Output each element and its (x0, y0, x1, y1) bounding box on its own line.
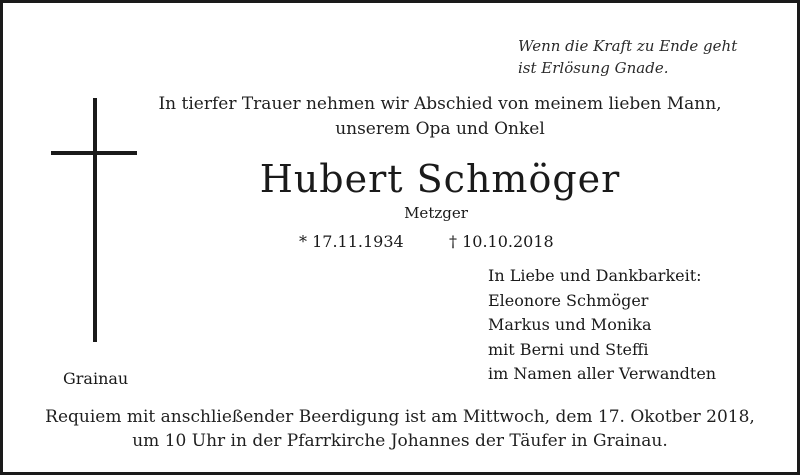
motto-line-2: ist Erlösung Gnade. (518, 59, 669, 77)
motto-line-1: Wenn die Kraft zu Ende geht (518, 37, 738, 55)
intro-line-1: In tierfer Trauer nehmen wir Abschied von meinem lieben Mann, (158, 94, 722, 114)
mourner-name: Markus und Monika (488, 315, 652, 334)
intro-text (100, 92, 780, 142)
service-line-2: um 10 Uhr in der Pfarrkirche Johannes der Täufer in Grainau. (132, 431, 668, 451)
intro-line-2: unserem Opa und Onkel (335, 119, 545, 139)
motto (518, 35, 737, 79)
cross-horizontal-bar (51, 151, 137, 155)
service-line-1: Requiem mit anschließender Beerdigung ist am Mittwoch, dem 17. Okotber 2018, (45, 407, 755, 427)
deceased-name: Hubert Schmöger (259, 157, 621, 201)
mourner-name: mit Berni und Steffi (488, 339, 649, 359)
birth-date: * 17.11.1934 (299, 232, 404, 251)
mourners-heading: In Liebe und Dankbarkeit: (488, 266, 702, 285)
place-name: Grainau (63, 369, 129, 388)
service-info (10, 405, 790, 453)
cross-vertical-bar (93, 98, 97, 342)
mourner-name: Eleonore Schmöger (488, 290, 649, 310)
deceased-profession: Metzger (404, 204, 468, 222)
mourner-name: im Namen aller Verwandten (488, 364, 717, 383)
death-date: † 10.10.2018 (449, 232, 554, 251)
mourners-block (488, 264, 716, 387)
